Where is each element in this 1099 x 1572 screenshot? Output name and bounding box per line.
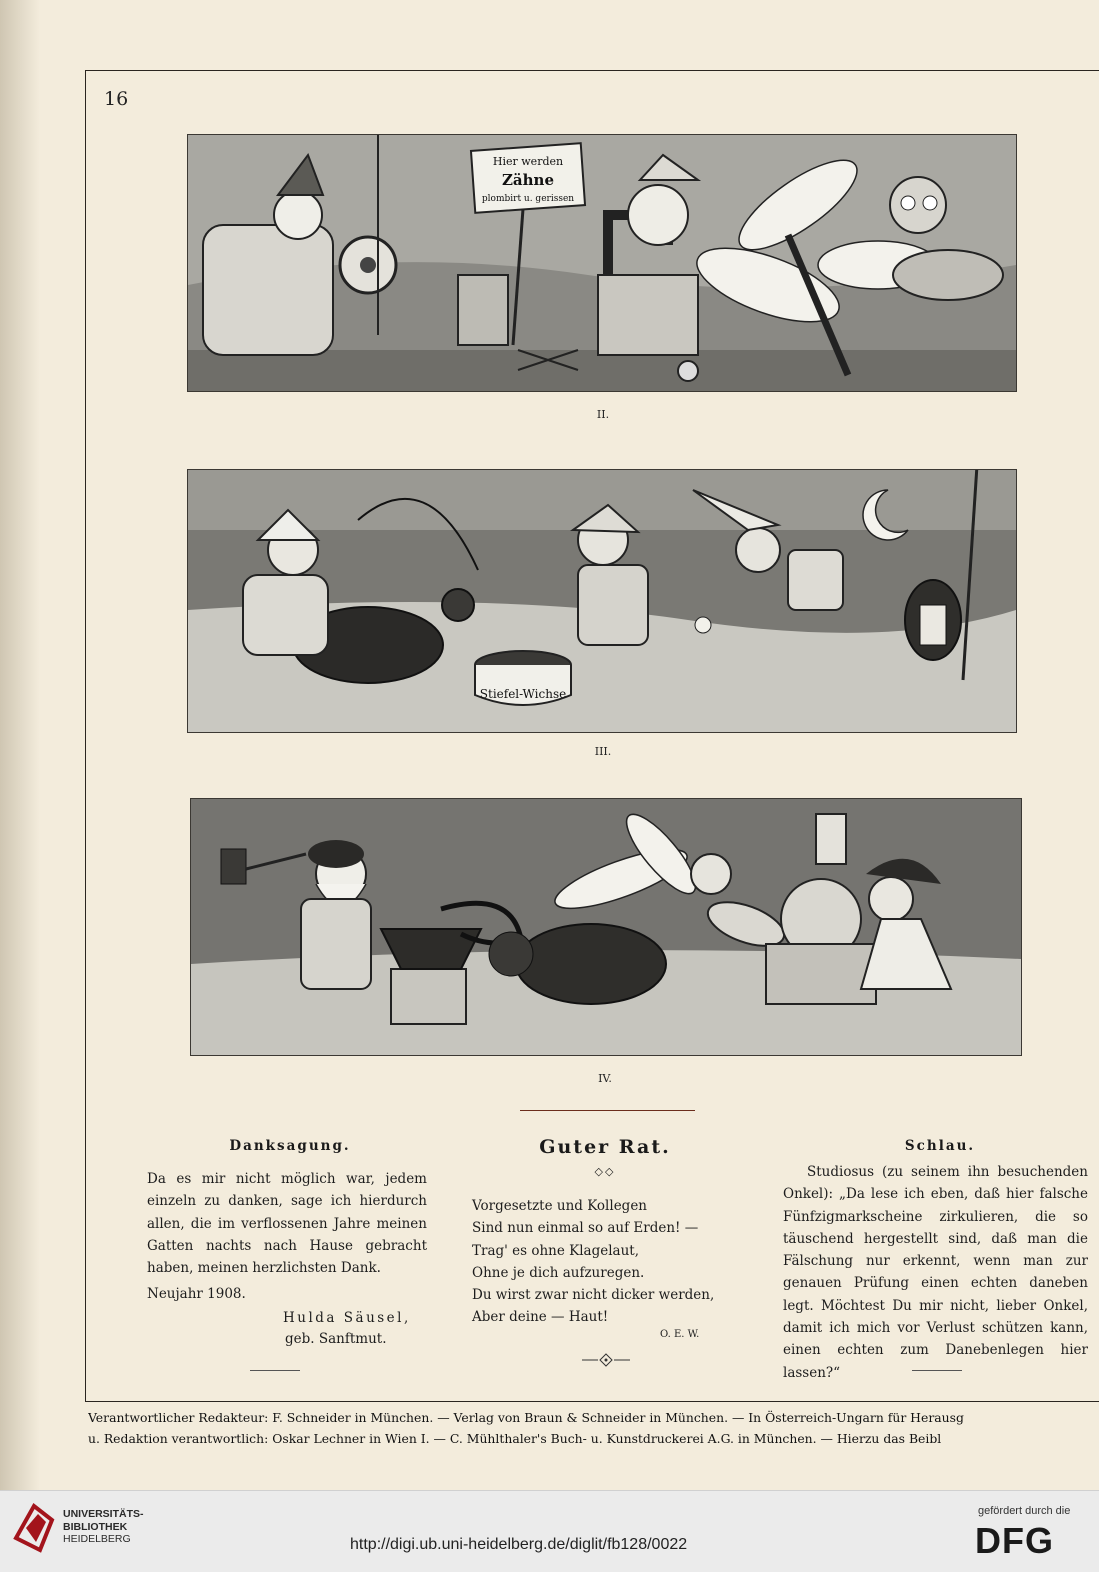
schlau-body [783, 1161, 1088, 1384]
poem-line-2: Sind nun einmal so auf Erden! — [472, 1220, 699, 1237]
sign-line-1: Hier werden [492, 155, 564, 168]
danksagung-date: Neujahr 1908. [147, 1286, 246, 1302]
guter-rat-poem [472, 1195, 714, 1329]
poem-line-5: Du wirst zwar nicht dicker werden, [472, 1287, 715, 1304]
poem-line-3: Trag' es ohne Klagelaut, [472, 1242, 640, 1259]
signature-born: geb. Sanftmut. [285, 1331, 387, 1347]
page-edge-shadow [0, 0, 40, 1490]
poem-line-4: Ohne je dich aufzuregen. [472, 1264, 645, 1281]
gnome-stag-beetle-illustration [191, 799, 1021, 1055]
digital-url-link[interactable]: http://digi.ub.uni-heidelberg.de/diglit/fb128/0022 [350, 1536, 688, 1553]
imprint-line-2: u. Redaktion verantwortlich: Oskar Lechner in Wien I. — C. Mühlthaler's Buch- u. Kunstdruckerei A.G. in München. — Hierzu das Beibl [88, 1431, 942, 1446]
danksagung-text: Da es mir nicht möglich war, jedem einzeln zu danken, sage ich hierdurch allen, die im verflossenen Jahre meinen Gatten nachts nach Hause gebracht haben, meinen herzlichsten Dank. [147, 1171, 427, 1277]
panel-caption-3: III. [594, 745, 612, 758]
guter-rat-title: Guter Rat. [539, 1136, 671, 1158]
sign-line-2: Zähne [501, 171, 555, 189]
gnome-boot-polish-illustration [188, 470, 1016, 732]
illustration-panel-4 [190, 798, 1022, 1056]
end-ornament [582, 1352, 630, 1371]
sign-line-3: plombirt u. gerissen [481, 194, 575, 204]
panel-caption-2: II. [596, 408, 610, 421]
library-band [0, 1490, 1099, 1572]
illustration-panel-2 [187, 134, 1017, 392]
schlau-title: Schlau. [904, 1138, 976, 1154]
danksagung-title: Danksagung. [229, 1138, 351, 1154]
page-number: 16 [104, 88, 129, 110]
funded-by-label: gefördert durch die [978, 1505, 1071, 1517]
library-name-line-3: HEIDELBERG [63, 1533, 131, 1545]
library-name [63, 1508, 144, 1546]
right-end-rule [912, 1370, 962, 1371]
danksagung-body [147, 1168, 427, 1279]
library-name-line-1: UNIVERSITÄTS- [63, 1508, 144, 1520]
gnome-dentist-tailor-illustration [188, 135, 1016, 391]
imprint-line-1: Verantwortlicher Redakteur: F. Schneider in München. — Verlag von Braun & Schneider in München. — In Österreich-Ungarn für Herausg [88, 1410, 964, 1425]
library-name-line-2: BIBLIOTHEK [63, 1520, 128, 1533]
polish-tin-label: Stiefel-Wichse [479, 687, 567, 701]
signature-name: Hulda Säusel, [283, 1310, 411, 1326]
section-divider [520, 1110, 695, 1111]
left-end-rule [250, 1370, 300, 1371]
ornament: ◇◇ [594, 1165, 616, 1178]
illustration-panel-3 [187, 469, 1017, 733]
schlau-text: Studiosus (zu seinem ihn besuchenden Onkel): „Da lese ich eben, daß hier falsche Fünfzigmarkscheine zirkulieren, die so täuschend hergestellt sind, daß man die Fälschung nur erkennt, wenn man zur genauen Prüfung einen echten daneben legt. Möchtest Du mir nicht, lieber Onkel, damit ich mich vor Verlust schützen kann, einen echten zum Danebenlegen hier lassen?“ [783, 1164, 1088, 1381]
panel-caption-4: IV. [598, 1072, 612, 1085]
library-logo-icon[interactable] [10, 1498, 56, 1562]
poem-line-6: Aber deine — Haut! [472, 1309, 609, 1326]
dfg-logo[interactable]: DFG [975, 1520, 1054, 1561]
poem-author: O. E. W. [660, 1329, 700, 1340]
poem-line-1: Vorgesetzte und Kollegen [472, 1198, 648, 1214]
